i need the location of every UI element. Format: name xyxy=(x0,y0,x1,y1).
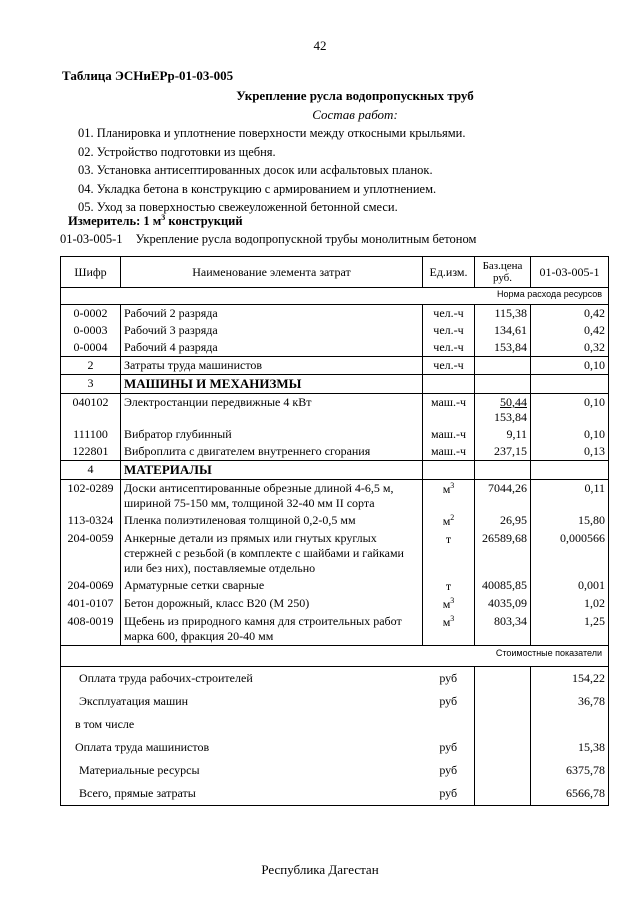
table-row xyxy=(61,443,609,461)
summary-name: Материальные ресурсы xyxy=(61,759,423,782)
table-row xyxy=(61,394,609,427)
header-code: Шифр xyxy=(61,257,121,288)
row-name: Вибратор глубинный xyxy=(121,426,423,443)
summary-name: Оплата труда рабочих-строителей xyxy=(61,667,423,691)
row-qty: 0,10 xyxy=(531,426,609,443)
row-name: Электростанции передвижные 4 кВт xyxy=(121,394,423,427)
table-row xyxy=(61,577,609,595)
norm-label-row xyxy=(61,288,609,305)
row-qty: 0,42 xyxy=(531,322,609,339)
table-row xyxy=(61,595,609,613)
measure-sup: 3 xyxy=(161,213,166,222)
summary-unit: руб xyxy=(439,694,458,708)
empty-cell xyxy=(475,667,531,691)
empty-cell xyxy=(423,375,475,394)
works-heading: Состав работ: xyxy=(312,107,398,122)
row-price-secondary: 153,84 xyxy=(494,410,527,424)
row-qty: 1,02 xyxy=(531,595,609,613)
row-unit: маш.-ч xyxy=(423,394,475,427)
summary-row xyxy=(61,667,609,691)
page-number: 42 xyxy=(313,38,327,53)
summary-name: Эксплуатация машин xyxy=(61,690,423,713)
row-qty: 1,25 xyxy=(531,613,609,646)
norm-label: Норма расхода ресурсов xyxy=(61,288,609,305)
row-code: 0-0003 xyxy=(61,322,121,339)
norm-description: Укрепление русла водопропускной трубы монолитным бетоном xyxy=(135,232,477,246)
row-price: 26589,68 xyxy=(475,530,531,577)
row-name: Доски антисептированные обрезные длиной 4-6,5 м, шириной 75-150 мм, толщиной 32-40 мм II сорта xyxy=(121,480,423,513)
row-price: 4035,09 xyxy=(475,595,531,613)
row-price-primary: 50,44 xyxy=(500,395,527,409)
row-qty: 0,000566 xyxy=(531,530,609,577)
summary-row xyxy=(61,759,609,782)
works-list xyxy=(78,124,466,217)
table-row xyxy=(61,512,609,530)
unit-base: м xyxy=(442,482,451,496)
empty-cell xyxy=(475,736,531,759)
table-row xyxy=(61,530,609,577)
summary-row xyxy=(61,782,609,806)
cost-label: Стоимостные показатели xyxy=(61,646,609,667)
summary-unit: руб xyxy=(423,782,475,806)
section-row xyxy=(61,375,609,394)
summary-row xyxy=(61,690,609,713)
section-code: 3 xyxy=(61,375,121,394)
unit-exponent: 3 xyxy=(450,481,455,490)
row-code: 122801 xyxy=(61,443,121,461)
row-name: Пленка полиэтиленовая толщиной 0,2-0,5 мм xyxy=(121,512,423,530)
section-row xyxy=(61,357,609,375)
work-item: 01. Планировка и уплотнение поверхности между откосными крыльями. xyxy=(78,126,466,140)
measure-prefix: Измеритель: 1 м xyxy=(68,214,162,229)
summary-value: 154,22 xyxy=(531,667,609,691)
unit-base: м xyxy=(442,514,451,528)
row-name: Арматурные сетки сварные xyxy=(121,577,423,595)
empty-cell xyxy=(475,782,531,806)
row-name: Бетон дорожный, класс В20 (М 250) xyxy=(121,595,423,613)
summary-value xyxy=(531,713,609,736)
footer-region: Республика Дагестан xyxy=(261,862,379,877)
row-unit xyxy=(423,512,475,530)
table-row xyxy=(61,305,609,323)
row-unit: чел.-ч xyxy=(423,322,475,339)
row-unit: маш.-ч xyxy=(423,426,475,443)
summary-name: Оплата труда машинистов xyxy=(61,736,423,759)
work-item: 02. Устройство подготовки из щебня. xyxy=(78,144,276,159)
row-unit xyxy=(423,577,475,595)
header-unit: Ед.изм. xyxy=(423,257,475,288)
section-qty: 0,10 xyxy=(531,357,609,375)
row-code: 204-0059 xyxy=(61,530,121,577)
unit-base: т xyxy=(445,532,452,546)
row-code: 111100 xyxy=(61,426,121,443)
empty-cell xyxy=(475,461,531,480)
row-qty: 0,42 xyxy=(531,305,609,323)
header-qty: 01-03-005-1 xyxy=(531,257,609,288)
row-code: 204-0069 xyxy=(61,577,121,595)
row-code: 0-0004 xyxy=(61,339,121,357)
section-code: 2 xyxy=(61,357,121,375)
row-name: Виброплита с двигателем внутреннего сгорания xyxy=(121,443,423,461)
row-unit xyxy=(423,595,475,613)
row-name: Щебень из природного камня для строительных работ марка 600, фракция 20-40 мм xyxy=(121,613,423,646)
row-qty: 0,11 xyxy=(531,480,609,513)
unit-base: м xyxy=(442,615,451,629)
table-row xyxy=(61,480,609,513)
row-code: 102-0289 xyxy=(61,480,121,513)
measure-unit xyxy=(68,213,243,229)
section-unit: чел.-ч xyxy=(423,357,475,375)
summary-name: Всего, прямые затраты xyxy=(61,782,423,806)
empty-cell xyxy=(531,375,609,394)
unit-exponent: 3 xyxy=(450,596,455,605)
empty-cell xyxy=(475,759,531,782)
row-code: 040102 xyxy=(61,394,121,427)
empty-cell xyxy=(475,375,531,394)
row-code: 0-0002 xyxy=(61,305,121,323)
table-row xyxy=(61,339,609,357)
summary-value: 6566,78 xyxy=(531,782,609,806)
section-name: МАШИНЫ И МЕХАНИЗМЫ xyxy=(121,375,423,394)
row-qty: 0,13 xyxy=(531,443,609,461)
table-row xyxy=(61,613,609,646)
row-qty: 0,10 xyxy=(531,394,609,427)
row-code: 401-0107 xyxy=(61,595,121,613)
unit-exponent: 2 xyxy=(450,513,455,522)
summary-unit: руб xyxy=(439,763,458,777)
unit-base: м xyxy=(442,597,451,611)
row-name: Рабочий 2 разряда xyxy=(121,305,423,323)
empty-cell xyxy=(531,461,609,480)
work-item: 04. Укладка бетона в конструкцию с армированием и уплотнением. xyxy=(78,181,437,196)
table-header-row xyxy=(61,257,609,288)
summary-value: 6375,78 xyxy=(531,759,609,782)
summary-unit: руб xyxy=(439,740,458,754)
header-price: Баз.цена руб. xyxy=(475,257,531,288)
summary-unit xyxy=(423,713,475,736)
row-price: 134,61 xyxy=(475,322,531,339)
table-row xyxy=(61,322,609,339)
row-name: Анкерные детали из прямых или гнутых круглых стержней с резьбой (в комплекте с шайбами и гайками или без них), поставляемые отдельно xyxy=(121,530,423,577)
row-price: 115,38 xyxy=(475,305,531,323)
unit-base: т xyxy=(445,579,452,593)
table-subtitle: Укрепление русла водопропускных труб xyxy=(236,88,474,103)
row-name: Рабочий 4 разряда xyxy=(121,339,423,357)
row-price: 7044,26 xyxy=(475,480,531,513)
row-name: Рабочий 3 разряда xyxy=(121,322,423,339)
summary-value: 36,78 xyxy=(531,690,609,713)
row-qty: 0,001 xyxy=(531,577,609,595)
section-name: Затраты труда машинистов xyxy=(121,357,423,375)
row-code: 113-0324 xyxy=(61,512,121,530)
row-price: 803,34 xyxy=(475,613,531,646)
summary-value: 15,38 xyxy=(531,736,609,759)
row-unit: маш.-ч xyxy=(423,443,475,461)
unit-exponent: 3 xyxy=(450,614,455,623)
row-price xyxy=(475,394,531,427)
row-unit xyxy=(423,613,475,646)
norm-code-line xyxy=(60,232,476,247)
measure-suffix: конструкций xyxy=(165,214,243,229)
row-code: 408-0019 xyxy=(61,613,121,646)
section-row xyxy=(61,461,609,480)
summary-name: в том числе xyxy=(61,713,423,736)
section-name: МАТЕРИАЛЫ xyxy=(121,461,423,480)
row-price: 26,95 xyxy=(475,512,531,530)
row-unit xyxy=(423,480,475,513)
row-price: 153,84 xyxy=(475,339,531,357)
header-name: Наименование элемента затрат xyxy=(121,257,423,288)
empty-cell xyxy=(475,713,531,736)
cost-label-row xyxy=(61,646,609,667)
norm-code: 01-03-005-1 xyxy=(60,232,123,246)
row-qty: 0,32 xyxy=(531,339,609,357)
row-unit: чел.-ч xyxy=(423,305,475,323)
row-unit: чел.-ч xyxy=(423,339,475,357)
row-unit xyxy=(423,530,475,577)
empty-cell xyxy=(475,690,531,713)
summary-row xyxy=(61,736,609,759)
work-item: 05. Уход за поверхностью свежеуложенной бетонной смеси. xyxy=(78,200,398,214)
row-price: 237,15 xyxy=(475,443,531,461)
table-row xyxy=(61,426,609,443)
summary-unit: руб xyxy=(439,671,458,685)
summary-row xyxy=(61,713,609,736)
row-price: 40085,85 xyxy=(475,577,531,595)
section-code: 4 xyxy=(61,461,121,480)
row-qty: 15,80 xyxy=(531,512,609,530)
resource-table xyxy=(60,256,609,806)
empty-cell xyxy=(423,461,475,480)
table-title: Таблица ЭСНиЕРр-01-03-005 xyxy=(62,68,234,83)
work-item: 03. Установка антисептированных досок или асфальтовых планок. xyxy=(78,163,433,177)
row-price: 9,11 xyxy=(475,426,531,443)
empty-cell xyxy=(475,357,531,375)
